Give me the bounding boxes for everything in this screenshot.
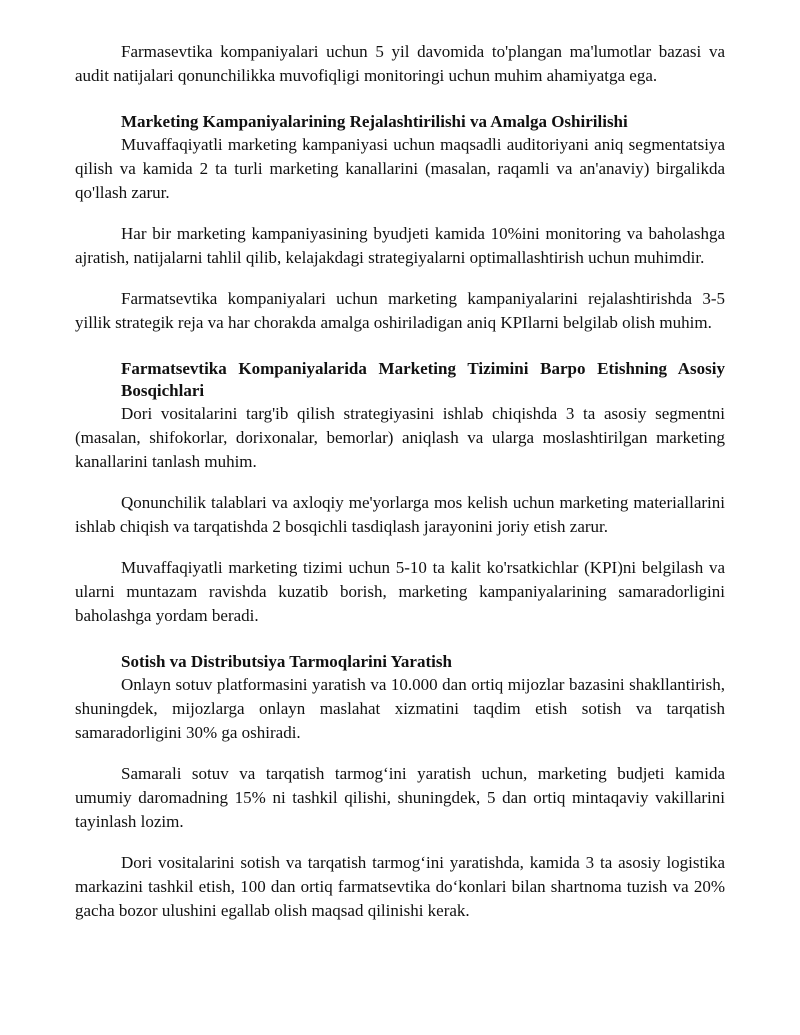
- paragraph: Muvaffaqiyatli marketing tizimi uchun 5-10 ta kalit ko'rsatkichlar (KPI)ni belgilash va ularni muntazam ravishda kuzatib borish, marketing kampaniyalarining samaradorligini baholashga yordam beradi.: [75, 558, 725, 625]
- paragraph: Farmatsevtika kompaniyalari uchun marketing kampaniyalarini rejalashtirishda 3-5 yillik strategik reja va har chorakda amalga oshiriladigan aniq KPIlarni belgilab olish muhim.: [75, 289, 725, 332]
- section-marketing-campaigns: [75, 105, 725, 335]
- paragraph: Samarali sotuv va tarqatish tarmog‘ini yaratish uchun, marketing budjeti kamida umumiy daromadning 15% ni tashkil qilishi, shuningdek, 5 dan ortiq mintaqaviy vakillarini tayinlash lozim.: [75, 764, 725, 831]
- paragraph: Dori vositalarini sotish va tarqatish tarmog‘ini yaratishda, kamida 3 ta asosiy logistika markazini tashkil etish, 100 dan ortiq farmatsevtika do‘konlari bilan shartnoma tuzish va 20% gacha bozor ulushini egallab olish maqsad qilinishi kerak.: [75, 853, 725, 920]
- paragraph: Har bir marketing kampaniyasining byudjeti kamida 10%ini monitoring va baholashga ajratish, natijalarni tahlil qilib, kelajakdagi strategiyalarni optimallashtirish uchun muhimdir.: [75, 224, 725, 267]
- intro-paragraph: Farmasevtika kompaniyalari uchun 5 yil davomida to'plangan ma'lumotlar bazasi va audit natijalari qonunchilikka muvofiqligi monitoringi uchun muhim ahamiyatga ega.: [75, 42, 725, 85]
- paragraph: Dori vositalarini targ'ib qilish strategiyasini ishlab chiqishda 3 ta asosiy segmentni (masalan, shifokorlar, dorixonalar, bemorlar) aniqlash va ularga moslashtirilgan marketing kanallarini tanlash muhim.: [75, 404, 725, 471]
- paragraph: Qonunchilik talablari va axloqiy me'yorlarga mos kelish uchun marketing materiallarini ishlab chiqish va tarqatishda 2 bosqichli tasdiqlash jarayonini joriy etish zarur.: [75, 493, 725, 536]
- paragraph: Muvaffaqiyatli marketing kampaniyasi uchun maqsadli auditoriyani aniq segmentatsiya qilish va kamida 2 ta turli marketing kanallarini (masalan, raqamli va an'anaviy) birgalikda qo'llash zarur.: [75, 135, 725, 202]
- section-heading: Sotish va Distributsiya Tarmoqlarini Yaratish: [121, 652, 452, 671]
- paragraph: Onlayn sotuv platformasini yaratish va 10.000 dan ortiq mijozlar bazasini shakllantirish, shuningdek, mijozlarga onlayn maslahat xizmatini taqdim etish sotish va tarqatish samaradorligini 30% ga oshiradi.: [75, 675, 725, 742]
- section-marketing-system: [75, 352, 725, 628]
- document-page: [75, 40, 725, 940]
- section-sales-distribution: [75, 645, 725, 923]
- section-heading: Farmatsevtika Kompaniyalarida Marketing Tizimini Barpo Etishning Asosiy Bosqichlari: [121, 359, 725, 400]
- section-heading: Marketing Kampaniyalarining Rejalashtirilishi va Amalga Oshirilishi: [121, 112, 628, 131]
